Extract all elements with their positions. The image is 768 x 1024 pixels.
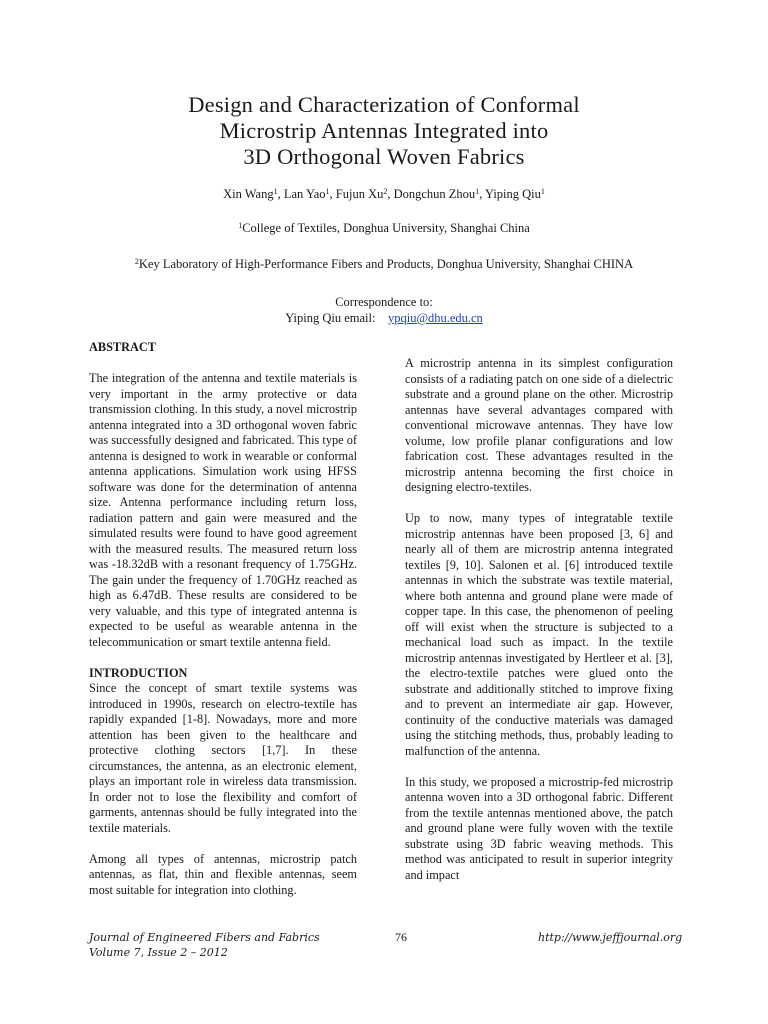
- affiliation-2: [40, 256, 728, 272]
- author-affiliation-mark: 1: [475, 187, 480, 196]
- author-name: Xin Wang: [223, 187, 274, 201]
- left-column: [89, 340, 357, 898]
- affiliation-mark: 2: [134, 257, 139, 266]
- affiliation-text: Key Laboratory of High-Performance Fibers and Products, Donghua University, Shanghai CHINA: [138, 257, 634, 271]
- email-line: [60, 310, 708, 326]
- footer-volume: Volume 7, Issue 2 – 2012: [89, 946, 228, 959]
- footer-url[interactable]: http://www.jeffjournal.org: [538, 931, 683, 944]
- intro-paragraph-1: Since the concept of smart textile systems was introduced in 1990s, research on electro-textile has rapidly expanded [1-8]. Nowadays, more and more attention has been given to the healthcare and protective clothing sectors [1,7]. In these circumstances, the antenna, as an electronic element, plays an important role in wireless data transmission. In order not to lose the flexibility and comfort of garments, antennas should be fully integrated into the textile materials.: [89, 681, 357, 835]
- intro-paragraph-2: Among all types of antennas, microstrip patch antennas, as flat, thin and flexible antennas, seem most suitable for integration into clothing.: [89, 851, 357, 897]
- author-name: Yiping Qiu: [484, 187, 541, 201]
- introduction-heading: INTRODUCTION: [89, 665, 188, 680]
- affiliation-mark: 1: [238, 221, 243, 230]
- abstract-heading: ABSTRACT: [89, 340, 156, 354]
- body-paragraph-1: A microstrip antenna in its simplest configuration consists of a radiating patch on one side of a dielectric substrate and a ground plane on the other. Microstrip antennas have several advantages compared with conventional microwave antennas. They have low volume, low profile planar configurations and low fabrication cost. These advantages resulted in the microstrip antenna becoming the first choice in designing electro-textiles.: [405, 356, 673, 494]
- title-line-3: 3D Orthogonal Woven Fabrics: [243, 144, 525, 169]
- title-line-2: Microstrip Antennas Integrated into: [219, 118, 549, 143]
- abstract-text: The integration of the antenna and textile materials is very important in the army protective or data transmission clothing. In this study, a novel microstrip antenna integrated into a 3D orthogonal woven fabric was successfully designed and fabricated. This type of antenna is designed to work in wearable or conformal antenna applications. Simulation work using HFSS software was done for the determination of antenna size. Antenna performance including return loss, radiation pattern and gain were measured and the simulated results were found to have good agreement with the measured results. The measured return loss was -18.32dB with a resonant frequency of 1.75GHz. The gain under the frequency of 1.70GHz reached as high as 6.47dB. These results are considered to be very valuable, and this type of integrated antenna is expected to be useful as wearable antenna in the telecommunication or smart textile antenna field.: [89, 371, 357, 649]
- correspondence: [60, 294, 708, 326]
- author-name: Fujun Xu: [335, 187, 384, 201]
- title-line-1: Design and Characterization of Conformal: [188, 92, 580, 117]
- footer-journal-info: [89, 930, 320, 960]
- correspondence-label: Correspondence to:: [335, 295, 433, 309]
- page-number: 76: [395, 930, 407, 944]
- author-name: Lan Yao: [283, 187, 326, 201]
- author-affiliation-mark: 2: [383, 187, 388, 196]
- author-affiliation-mark: 1: [273, 187, 278, 196]
- author-affiliation-mark: 1: [325, 187, 330, 196]
- right-column: [405, 356, 673, 883]
- footer-journal-name: Journal of Engineered Fibers and Fabrics: [89, 931, 320, 944]
- author-name: Dongchun Zhou: [393, 187, 476, 201]
- body-paragraph-3: In this study, we proposed a microstrip-fed microstrip antenna woven into a 3D orthogonal fabric. Different from the textile antennas mentioned above, the patch and ground plane were fully woven with the textile substrate using 3D fabric weaving methods. This method was anticipated to result in superior integrity and impact: [405, 774, 673, 882]
- email-link[interactable]: ypqiu@dhu.edu.cn: [387, 311, 483, 325]
- author-affiliation-mark: 1: [540, 187, 545, 196]
- paper-title: [60, 92, 708, 170]
- author-list: Xin Wang$^1$, Lan Yao$^1$, Fujun Xu$^2$, Dongchun Zhou$^1$, Yiping Qiu$^1$: [223, 187, 545, 201]
- email-label: Yiping Qiu email:: [285, 311, 376, 325]
- body-paragraph-2: Up to now, many types of integratable textile microstrip antennas have been proposed [3, 6] and nearly all of them are microstrip antenna integrated textiles [9, 10]. Salonen et al. [6] introduced textile antennas in which the substrate was textile material, where both antenna and ground plane were made of copper tape. In this case, the phenomenon of peeling off will exist when the structure is subjected to a mechanical load such as impact. In the textile microstrip antennas investigated by Hertleer et al. [3], the electro-textile patches were glued onto the substrate and additionally stitched to improve fixing and to prevent an intermediate air gap. However, continuity of the conductive materials was damaged using the stitching methods, thus, probably leading to malfunction of the antenna.: [405, 511, 673, 758]
- affiliation-1: [60, 220, 708, 236]
- affiliation-text: College of Textiles, Donghua University, Shanghai China: [242, 221, 530, 235]
